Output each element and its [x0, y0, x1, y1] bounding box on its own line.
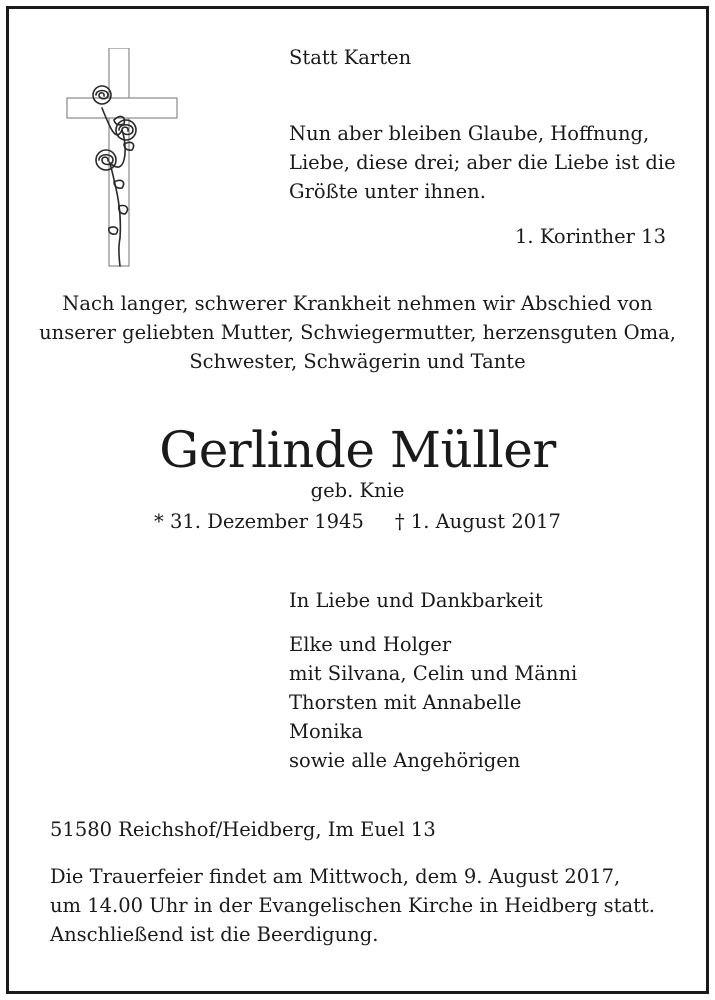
verse-reference: 1. Korinther 13: [515, 225, 666, 248]
verse-line: Nun aber bleiben Glaube, Hoffnung,: [289, 122, 650, 145]
life-dates: * 31. Dezember 1945 † 1. August 2017: [154, 510, 561, 533]
cross-with-roses-icon: [62, 48, 182, 268]
mourner-line: Monika: [289, 720, 363, 743]
verse-line: Größte unter ihnen.: [289, 180, 486, 203]
bible-verse: [289, 119, 676, 206]
address: 51580 Reichshof/Heidberg, Im Euel 13: [50, 818, 436, 841]
birth-name: geb. Knie: [310, 479, 405, 502]
statt-karten-label: Statt Karten: [289, 46, 412, 69]
deceased-name: Gerlinde Müller: [159, 421, 556, 479]
mourners-heading: In Liebe und Dankbarkeit: [289, 589, 543, 612]
intro-line: unserer geliebten Mutter, Schwiegermutter, herzensguten Oma,: [39, 321, 676, 344]
intro-text: [6, 289, 709, 376]
service-info: [50, 862, 655, 949]
intro-line: Nach langer, schwerer Krankheit nehmen wir Abschied von: [62, 292, 653, 315]
mourner-line: Thorsten mit Annabelle: [289, 691, 522, 714]
service-line: um 14.00 Uhr in der Evangelischen Kirche in Heidberg statt.: [50, 894, 656, 917]
verse-line: Liebe, diese drei; aber die Liebe ist die: [289, 151, 676, 174]
mourner-line: Elke und Holger: [289, 633, 452, 656]
service-line: Die Trauerfeier findet am Mittwoch, dem 9. August 2017,: [50, 865, 621, 888]
service-line: Anschließend ist die Beerdigung.: [50, 923, 379, 946]
mourner-line: mit Silvana, Celin und Männi: [289, 662, 578, 685]
intro-line: Schwester, Schwägerin und Tante: [189, 350, 526, 373]
mourners-list: [289, 630, 577, 775]
mourner-line: sowie alle Angehörigen: [289, 749, 521, 772]
